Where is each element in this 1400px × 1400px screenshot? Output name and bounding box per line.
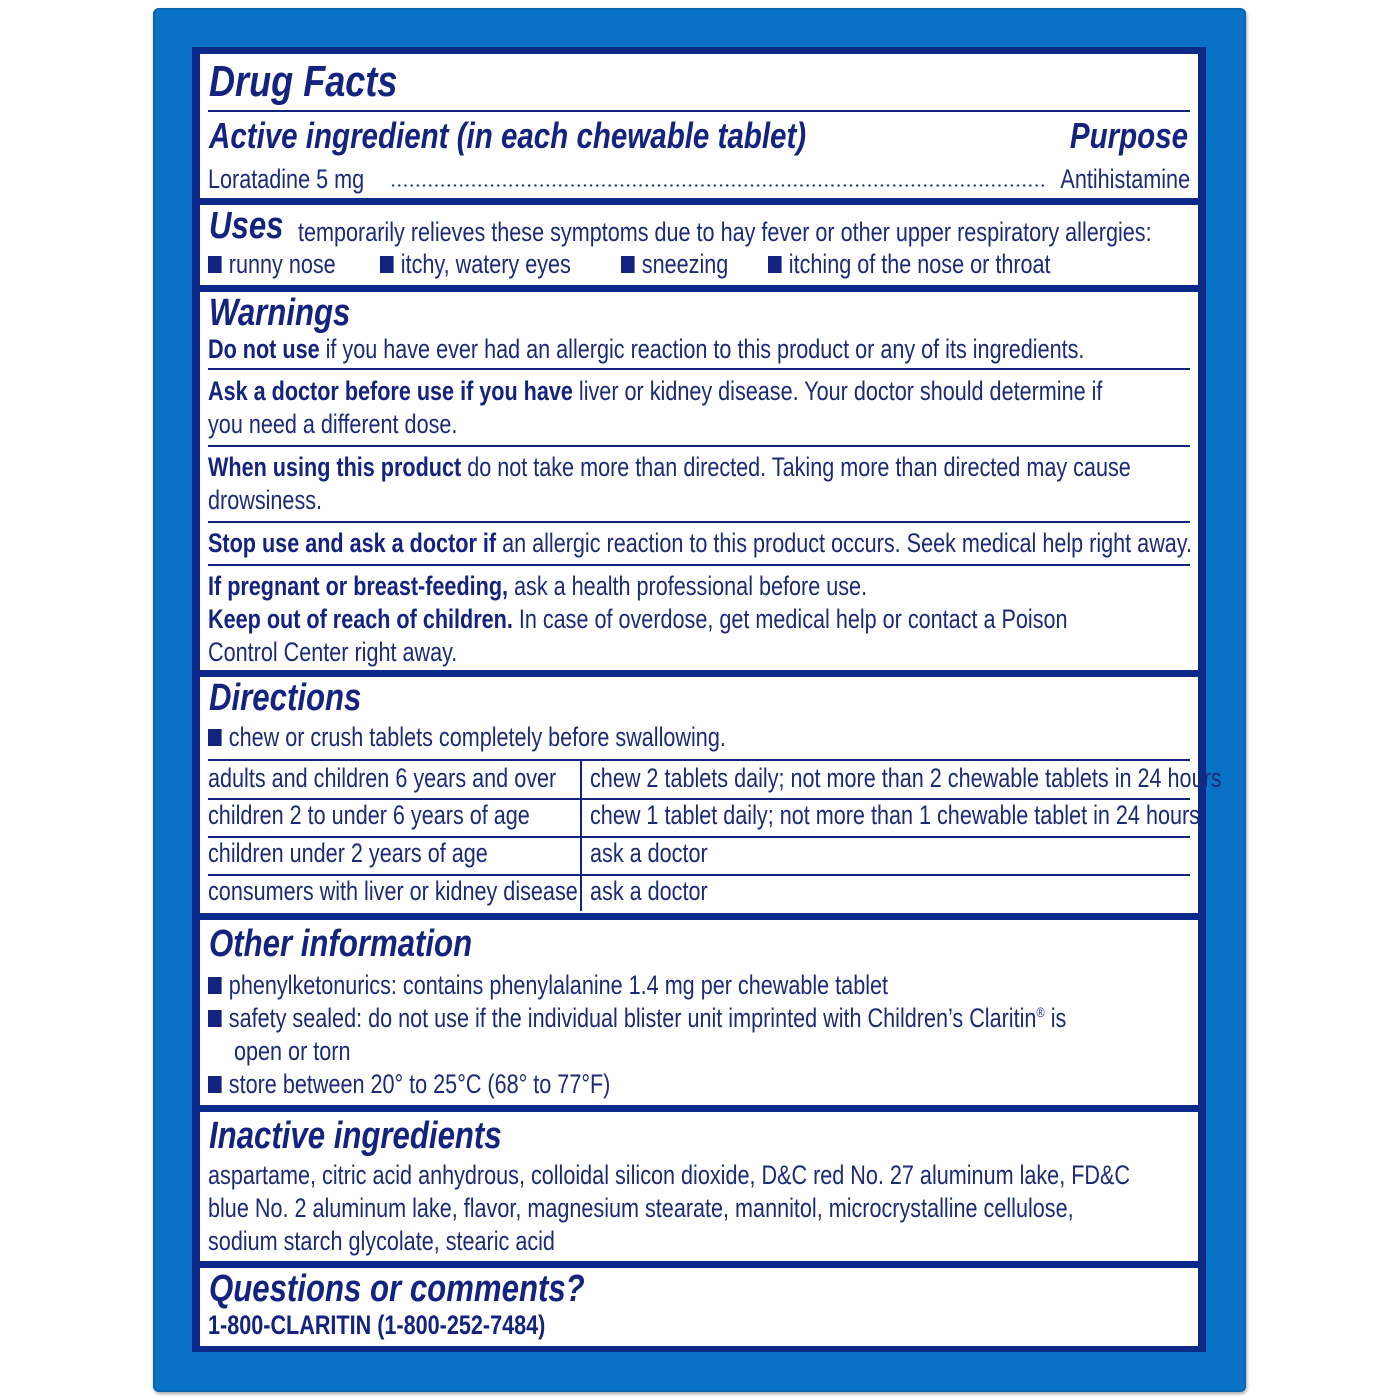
directions-heading: Directions [209, 677, 362, 719]
uses-intro: temporarily relieves these symptoms due to hay fever or other upper respiratory allergies: [298, 217, 1152, 247]
bullet-square-icon [380, 256, 394, 273]
dosage-table-row [208, 874, 1190, 912]
uses-item: sneezing [621, 249, 728, 280]
questions-phone: 1-800-CLARITIN (1-800-252-7484) [208, 1310, 546, 1340]
warning-when-using: When using this product do not take more than directed. Taking more than directed may cause [208, 452, 1131, 482]
inactive-ingredients-line: blue No. 2 aluminum lake, flavor, magnesium stearate, mannitol, microcrystalline cellulose, [208, 1193, 1074, 1223]
bullet-square-icon [208, 1010, 222, 1027]
warning-do-not-use: Do not use if you have ever had an allergic reaction to this product or any of its ingredients. [208, 334, 1085, 364]
registered-mark: ® [1036, 1004, 1045, 1020]
other-info-item: store between 20° to 25°C (68° to 77°F) [208, 1069, 610, 1100]
warnings-divider [208, 368, 1190, 370]
section-questions [200, 1268, 1198, 1346]
drug-facts-frame [192, 47, 1222, 1352]
other-information-heading: Other information [209, 923, 473, 965]
dot-leader [390, 164, 1048, 191]
uses-item: itchy, watery eyes [380, 249, 571, 280]
section-uses [200, 205, 1198, 285]
warning-ask-doctor-cont: you need a different dose. [208, 409, 458, 439]
dosage-table-row [208, 836, 1190, 874]
dosage-who: consumers with liver or kidney disease [208, 876, 578, 906]
dosage-who: children under 2 years of age [208, 838, 488, 868]
uses-heading: Uses [209, 205, 284, 247]
inactive-ingredients-heading: Inactive ingredients [209, 1115, 502, 1157]
dosage-table-row [208, 759, 1222, 797]
bullet-square-icon [621, 256, 635, 273]
section-warnings [200, 292, 1198, 670]
warning-ask-doctor: Ask a doctor before use if you have liver or kidney disease. Your doctor should determine if [208, 376, 1103, 406]
purpose-heading: Purpose [1069, 115, 1188, 156]
uses-list [208, 249, 1188, 281]
dosage-who: adults and children 6 years and over [208, 763, 557, 793]
warning-stop-use: Stop use and ask a doctor if an allergic reaction to this product occurs. Seek medical help right away. [208, 528, 1193, 558]
dosage-who: children 2 to under 6 years of age [208, 800, 530, 830]
active-ingredient-heading: Active ingredient (in each chewable tablet) [209, 115, 807, 156]
bullet-square-icon [208, 977, 222, 994]
warnings-divider [208, 521, 1190, 523]
questions-heading: Questions or comments? [209, 1268, 585, 1310]
warning-keep-out: Keep out of reach of children. In case of overdose, get medical help or contact a Poison [208, 604, 1068, 634]
ingredient-name: Loratadine 5 mg [208, 164, 365, 194]
uses-item: itching of the nose or throat [768, 249, 1051, 280]
uses-item: runny nose [208, 249, 336, 280]
inactive-ingredients-line: aspartame, citric acid anhydrous, colloidal silicon dioxide, D&C red No. 27 aluminum lake, FD&C [208, 1160, 1130, 1190]
warning-when-using-cont: drowsiness. [208, 485, 323, 515]
bullet-square-icon [208, 256, 222, 273]
dosage-dose: chew 2 tablets daily; not more than 2 chewable tablets in 24 hours [590, 763, 1222, 793]
other-info-item: safety sealed: do not use if the individual blister unit imprinted with Children’s Claritin® is [208, 1003, 1066, 1034]
ingredient-purpose: Antihistamine [1060, 164, 1190, 194]
warning-pregnant: If pregnant or breast-feeding, ask a health professional before use. [208, 571, 868, 601]
title-divider [208, 110, 1190, 112]
section-inactive-ingredients [200, 1112, 1198, 1261]
warning-keep-out-cont: Control Center right away. [208, 637, 458, 667]
directions-bullet: chew or crush tablets completely before swallowing. [208, 722, 726, 753]
ingredient-row [200, 164, 1198, 194]
dosage-dose: ask a doctor [590, 838, 708, 868]
bullet-square-icon [208, 729, 222, 746]
section-directions [200, 677, 1222, 913]
inactive-ingredients-line: sodium starch glycolate, stearic acid [208, 1226, 555, 1256]
warnings-heading: Warnings [209, 292, 351, 334]
dosage-table-row [208, 798, 1200, 836]
other-info-item-cont: open or torn [234, 1036, 351, 1066]
section-other-information [200, 920, 1198, 1105]
section-active-ingredient [200, 54, 1198, 198]
bullet-square-icon [208, 1076, 222, 1093]
warnings-divider [208, 564, 1190, 566]
other-info-item: phenylketonurics: contains phenylalanine 1.4 mg per chewable tablet [208, 970, 888, 1001]
warnings-divider [208, 445, 1190, 447]
bullet-square-icon [768, 256, 782, 273]
dosage-dose: chew 1 tablet daily; not more than 1 chewable tablet in 24 hours [590, 800, 1200, 830]
drug-facts-title: Drug Facts [209, 57, 398, 106]
dosage-dose: ask a doctor [590, 876, 708, 906]
